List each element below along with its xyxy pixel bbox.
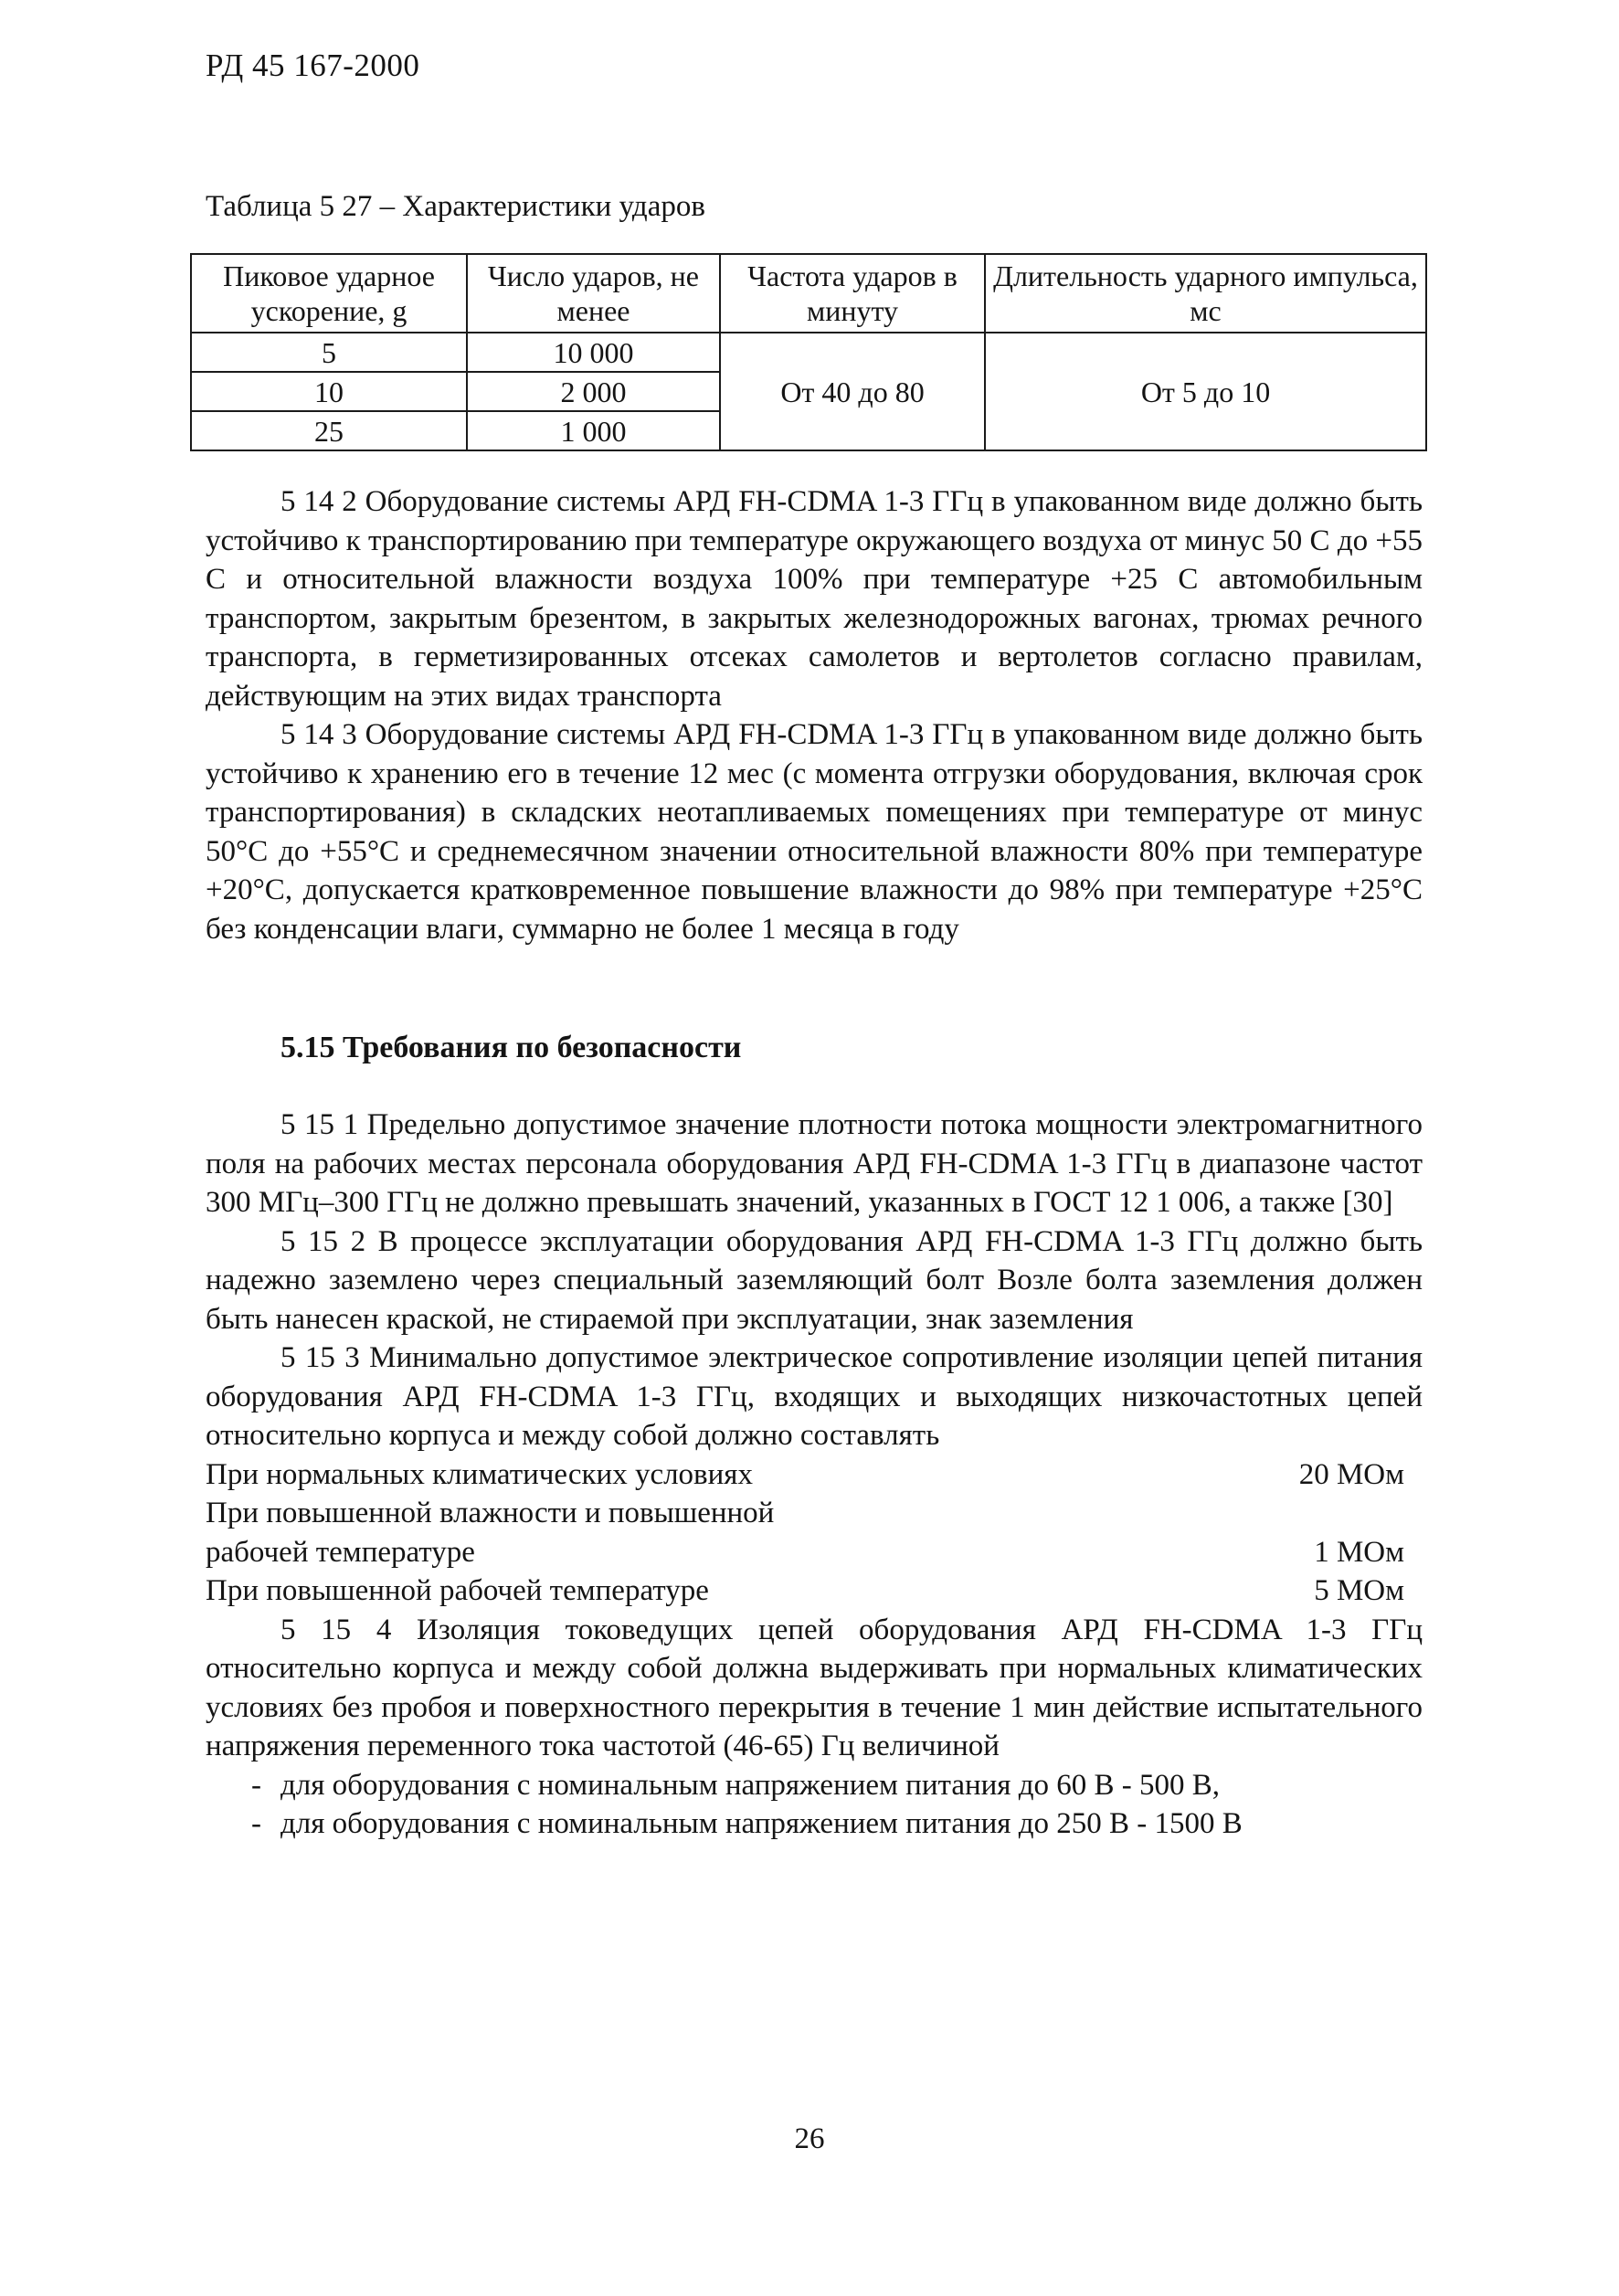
paragraph-5143: 5 14 3 Оборудование системы АРД FH-CDMA 1-3 ГГц в упакованном виде должно быть устойчиво к хранению его в течение 12 мес (с момента отгрузки оборудования, включая срок транспортирования) в складских неотапливаемых помещениях при температуре от минус 50°С до +55°С и среднемесячном значении относительной влажности 80% при температуре +20°С, допускается кратковременное повышение влажности до 98% при температуре +25°С без конденсации влаги, суммарно не более 1 месяца в году: [206, 718, 1423, 946]
cell-count: 10 000: [467, 333, 720, 372]
voltage-bullet-list: [206, 1766, 1423, 1844]
header-pulse-duration: Длительность ударного импульса, мс: [985, 254, 1426, 333]
header-peak-acceleration: Пиковое ударное ускорение, g: [191, 254, 467, 333]
resistance-label: При нормальных климатических условиях: [206, 1457, 753, 1491]
shock-characteristics-table: [190, 253, 1427, 451]
section-515-text: [206, 1106, 1423, 1844]
header-shock-frequency: Частота ударов в минуту: [720, 254, 985, 333]
cell-acceleration: 25: [191, 411, 467, 450]
list-item: [206, 1804, 1423, 1844]
resistance-label: При повышенной рабочей температуре: [206, 1574, 709, 1607]
cell-count: 1 000: [467, 411, 720, 450]
resistance-row-normal: [206, 1455, 1423, 1495]
section-514-text: [206, 482, 1423, 948]
paragraph-5154: 5 15 4 Изоляция токоведущих цепей оборудования АРД FH-CDMA 1-3 ГГц относительно корпуса и между собой должна выдерживать при нормальных климатических условиях без пробоя и поверхностного перекрытия в течение 1 мин действие испытательного напряжения переменного тока частотой (46-65) Гц величиной: [206, 1613, 1423, 1762]
header-shock-count: Число ударов, не менее: [467, 254, 720, 333]
page-number: 26: [794, 2122, 825, 2155]
list-item: [206, 1766, 1423, 1805]
list-item-text: для оборудования с номинальным напряжением питания до 60 В - 500 В,: [280, 1768, 1221, 1802]
resistance-row-humid-label: [206, 1494, 1423, 1533]
paragraph-5153: 5 15 3 Минимально допустимое электрическое сопротивление изоляции цепей питания оборудования АРД FH-CDMA 1-3 ГГц, входящих и выходящих низкочастотных цепей относительно корпуса и между собой должно составлять: [206, 1341, 1423, 1452]
insulation-resistance-list: [206, 1455, 1423, 1611]
cell-duration: От 5 до 10: [985, 333, 1426, 450]
paragraph-5152: 5 15 2 В процессе эксплуатации оборудования АРД FH-CDMA 1-3 ГГц должно быть надежно заземлено через специальный заземляющий болт Возле болта заземления должен быть нанесен краской, не стираемой при эксплуатации, знак заземления: [206, 1224, 1423, 1336]
document-code: РД 45 167-2000: [206, 48, 420, 83]
section-heading-515: 5.15 Требования по безопасности: [280, 1031, 742, 1064]
paragraph-5151: 5 15 1 Предельно допустимое значение плотности потока мощности электромагнитного поля на рабочих местах персонала оборудования АРД FH-CDMA 1-3 ГГц в диапазоне частот 300 МГц–300 ГГц не должно превышать значений, указанных в ГОСТ 12 1 006, а также [30]: [206, 1108, 1423, 1219]
table-caption: Таблица 5 27 – Характеристики ударов: [206, 190, 705, 223]
table-header-row: [191, 254, 1426, 333]
resistance-label: При повышенной влажности и повышенной: [206, 1497, 775, 1529]
resistance-value: 20 МОм: [1298, 1457, 1404, 1491]
cell-acceleration: 10: [191, 372, 467, 411]
cell-acceleration: 5: [191, 333, 467, 372]
list-item-text: для оборудования с номинальным напряжением питания до 250 В - 1500 В: [280, 1807, 1243, 1840]
cell-frequency: От 40 до 80: [720, 333, 985, 450]
resistance-row-humid: [206, 1533, 1423, 1572]
dash-bullet-icon: -: [251, 1768, 261, 1802]
cell-count: 2 000: [467, 372, 720, 411]
table-row: [191, 333, 1426, 372]
resistance-row-hot: [206, 1571, 1423, 1611]
resistance-label: рабочей температуре: [206, 1535, 475, 1569]
resistance-value: 1 МОм: [1314, 1535, 1404, 1569]
dash-bullet-icon: -: [251, 1807, 261, 1840]
paragraph-5142: 5 14 2 Оборудование системы АРД FH-CDMA 1-3 ГГц в упакованном виде должно быть устойчиво к транспортированию при температуре окружающего воздуха от минус 50 С до +55 С и относительной влажности воздуха 100% при температуре +25 С автомобильным транспортом, закрытым брезентом, в закрытых железнодорожных вагонах, трюмах речного транспорта, в герметизированных отсеках самолетов и вертолетов согласно правилам, действующим на этих видах транспорта: [206, 485, 1423, 713]
resistance-value: 5 МОм: [1314, 1574, 1404, 1607]
